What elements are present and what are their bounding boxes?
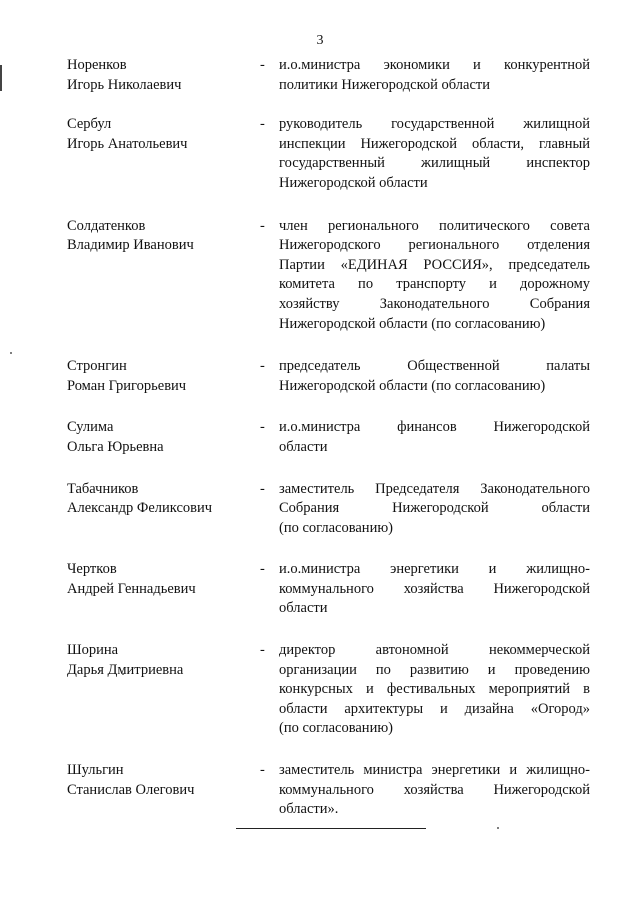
member-position — [279, 115, 590, 193]
member-entry — [67, 418, 590, 457]
position-line: государственный жилищный инспектор — [279, 155, 590, 172]
position-line: комитета по транспорту и дорожному — [279, 276, 590, 293]
member-position — [279, 641, 590, 739]
position-line: конкурсных и фестивальных мероприятий в — [279, 681, 590, 698]
position-line: председатель Общественной палаты — [279, 358, 590, 375]
member-list — [67, 56, 590, 820]
member-position — [279, 418, 590, 457]
position-line: организации по развитию и проведению — [279, 661, 590, 678]
member-surname: Чертков — [67, 561, 117, 578]
separator-dash: - — [260, 358, 265, 375]
member-entry — [67, 217, 590, 335]
member-given-name: Дарья Дмитриевна — [67, 661, 184, 678]
member-surname: Норенков — [67, 57, 127, 73]
member-given-name: Роман Григорьевич — [67, 377, 187, 394]
member-entry — [67, 56, 590, 95]
member-name — [67, 761, 259, 820]
position-line: области архитектуры и дизайна «Огород» — [279, 700, 590, 717]
position-line: политики Нижегородской области — [279, 76, 490, 93]
member-entry — [67, 761, 590, 820]
position-line: Нижегородской области (по согласованию) — [279, 315, 546, 332]
separator-dash: - — [260, 116, 265, 133]
member-position — [279, 56, 590, 95]
position-line: заместитель Председателя Законодательного — [279, 480, 590, 497]
member-entry — [67, 560, 590, 619]
member-position — [279, 560, 590, 619]
member-entry — [67, 115, 590, 193]
position-line: руководитель государственной жилищной — [279, 116, 590, 133]
member-name — [67, 480, 259, 539]
member-surname: Стронгин — [67, 358, 127, 375]
separator-dash: - — [260, 419, 265, 436]
position-line: директор автономной некоммерческой — [279, 642, 590, 659]
position-line: Собрания Нижегородской области — [279, 500, 590, 517]
position-line: Нижегородской области (по согласованию) — [279, 377, 546, 394]
member-given-name: Ольга Юрьевна — [67, 438, 164, 455]
position-line: коммунального хозяйства Нижегородской — [279, 580, 590, 597]
member-name — [67, 641, 259, 739]
member-name — [67, 56, 259, 95]
member-name — [67, 115, 259, 193]
position-line: (по согласованию) — [279, 720, 393, 737]
position-line: заместитель министра энергетики и жилищно- — [279, 762, 590, 779]
scan-speck — [10, 352, 12, 354]
position-line: области — [279, 600, 328, 617]
member-surname: Сербул — [67, 116, 112, 133]
member-name — [67, 560, 259, 619]
separator-dash: - — [260, 561, 265, 578]
member-name — [67, 418, 259, 457]
member-surname: Табачников — [67, 480, 139, 497]
position-line: и.о.министра финансов Нижегородской — [279, 419, 590, 436]
separator-dash: - — [260, 642, 265, 659]
position-line: член регионального политического совета — [279, 217, 590, 234]
member-given-name: Александр Феликсович — [67, 500, 213, 517]
position-line: области». — [279, 801, 339, 818]
member-entry — [67, 641, 590, 739]
position-line: и.о.министра энергетики и жилищно- — [279, 561, 590, 578]
member-given-name: Игорь Николаевич — [67, 76, 182, 93]
member-name — [67, 217, 259, 335]
member-surname: Сулима — [67, 419, 114, 436]
member-entry — [67, 357, 590, 396]
position-line: области — [279, 438, 328, 455]
position-line: инспекции Нижегородской области, главный — [279, 135, 590, 152]
position-line: и.о.министра экономики и конкурентной — [279, 57, 590, 73]
separator-dash: - — [260, 217, 265, 234]
separator-dash: - — [260, 57, 265, 73]
position-line: хозяйству Законодательного Собрания — [279, 295, 590, 312]
position-line: коммунального хозяйства Нижегородской — [279, 781, 590, 798]
position-line: Нижегородской области — [279, 174, 428, 191]
scan-edge-mark — [0, 65, 2, 91]
member-name — [67, 357, 259, 396]
member-given-name: Владимир Иванович — [67, 237, 194, 254]
member-position — [279, 217, 590, 335]
scan-speck — [497, 827, 499, 829]
position-line: Нижегородского регионального отделения — [279, 237, 590, 254]
closing-rule — [236, 828, 426, 829]
separator-dash: - — [260, 480, 265, 497]
position-line: Партии «ЕДИНАЯ РОССИЯ», председатель — [279, 256, 590, 273]
member-surname: Шульгин — [67, 762, 124, 779]
member-given-name: Станислав Олегович — [67, 781, 195, 798]
position-line: (по согласованию) — [279, 519, 393, 536]
separator-dash: - — [260, 762, 265, 779]
member-position — [279, 357, 590, 396]
member-surname: Солдатенков — [67, 217, 146, 234]
member-position — [279, 761, 590, 820]
member-given-name: Андрей Геннадьевич — [67, 580, 196, 597]
page-number: 3 — [316, 33, 324, 48]
member-position — [279, 480, 590, 539]
member-surname: Шорина — [67, 642, 119, 659]
member-given-name: Игорь Анатольевич — [67, 135, 188, 152]
member-entry — [67, 480, 590, 539]
